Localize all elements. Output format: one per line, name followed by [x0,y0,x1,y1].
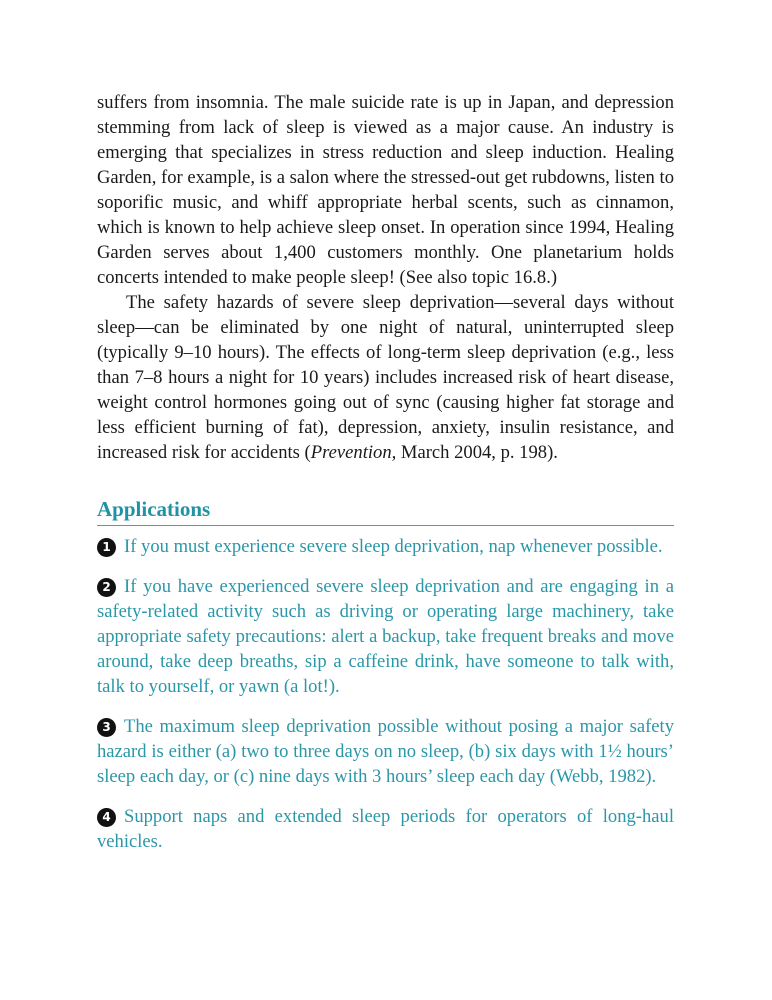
applications-list [97,534,674,854]
application-item-3 [97,714,674,789]
body-paragraph-2 [97,290,674,465]
number-1-icon: 1 [97,538,116,557]
application-item-4 [97,804,674,854]
number-3-icon: 3 [97,718,116,737]
citation-title: Prevention, [310,442,397,463]
number-2-icon: 2 [97,578,116,597]
application-text-1: If you must experience severe sleep deprivation, nap whenever possible. [124,536,663,557]
application-text-3: The maximum sleep deprivation possible without posing a major safety hazard is either (a) two to three days on no sleep, (b) six days with 1½ hours’ sleep each day, or (c) nine days with 3 hours’ sleep each day (Webb, 1982). [97,716,674,787]
application-text-2: If you have experienced severe sleep deprivation and are engaging in a safety-related activity such as driving or operating large machinery, take appropriate safety precautions: alert a backup, take frequent breaks and move around, take deep breaths, sip a caffeine drink, have someone to talk with, talk to yourself, or yawn (a lot!). [97,576,674,697]
application-item-2 [97,574,674,699]
application-item-1 [97,534,674,559]
page-content [97,90,674,869]
body-paragraph-1: suffers from insomnia. The male suicide rate is up in Japan, and depression stemming from lack of sleep is viewed as a major cause. An industry is emerging that specializes in stress reduction and sleep induction. Healing Garden, for example, is a salon where the stressed-out get rubdowns, listen to soporific music, and whiff appropriate herbal scents, such as cinnamon, which is known to help achieve sleep onset. In operation since 1994, Healing Garden serves about 1,400 customers monthly. One planetarium holds concerts intended to make people sleep! (See also topic 16.8.) [97,92,674,288]
paragraph-2-text-start: The safety hazards of severe sleep deprivation—several days without sleep—can be eliminated by one night of natural, uninterrupted sleep (typically 9–10 hours). The effects of long-term sleep deprivation (e.g., less than 7–8 hours a night for 10 years) includes increased risk of heart disease, weight control hormones going out of sync (causing higher fat storage and less efficient burning of fat), depression, anxiety, insulin resistance, and increased risk for accidents ( [97,292,674,463]
applications-heading: Applications [97,496,674,526]
number-4-icon: 4 [97,808,116,827]
paragraph-2-text-end: March 2004, p. 198). [396,442,558,463]
application-text-4: Support naps and extended sleep periods for operators of long-haul vehicles. [97,806,674,852]
